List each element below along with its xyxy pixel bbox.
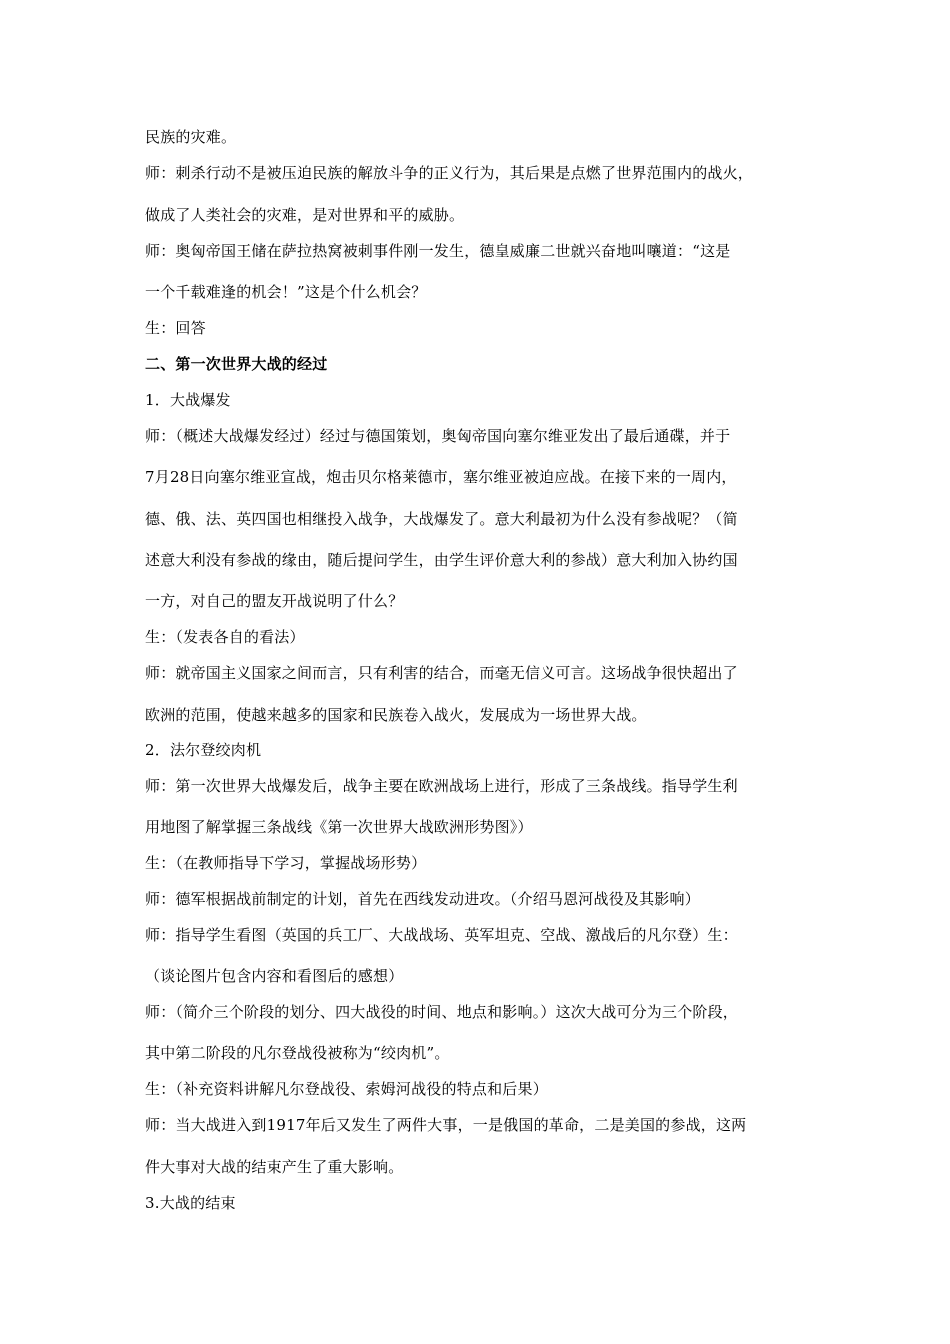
paragraph-line: 生：回答 <box>145 319 206 337</box>
paragraph-line: 师：（概述大战爆发经过）经过与德国策划，奥匈帝国向塞尔维亚发出了最后通碟，并于 <box>145 427 731 445</box>
paragraph-line: 师：当大战进入到1917年后又发生了两件大事，一是俄国的革命，二是美国的参战，这两 <box>145 1116 747 1134</box>
paragraph-line: 一方，对自己的盟友开战说明了什么？ <box>145 592 404 610</box>
paragraph-line: 其中第二阶段的凡尔登战役被称为“绞肉机”。 <box>145 1044 450 1062</box>
paragraph-line: 生：（在教师指导下学习，掌握战场形势） <box>145 854 427 872</box>
paragraph-line: 用地图了解掌握三条战线《第一次世界大战欧洲形势图》） <box>145 818 533 836</box>
paragraph-line: 师：第一次世界大战爆发后，战争主要在欧洲战场上进行，形成了三条战线。指导学生利 <box>145 777 738 795</box>
paragraph-line: 生：（发表各自的看法） <box>145 628 305 646</box>
paragraph-line: 做成了人类社会的灾难，是对世界和平的威胁。 <box>145 206 465 224</box>
paragraph-line: 一个千载难逢的机会！”这是个什么机会？ <box>145 283 427 301</box>
paragraph-line: 师：（简介三个阶段的划分、四大战役的时间、地点和影响。）这次大战可分为三个阶段， <box>145 1003 739 1021</box>
paragraph-line: 师：刺杀行动不是被压迫民族的解放斗争的正义行为，其后果是点燃了世界范围内的战火， <box>145 164 754 182</box>
subsection-heading: 3.大战的结束 <box>145 1194 236 1212</box>
paragraph-line: 师：就帝国主义国家之间而言，只有利害的结合，而毫无信义可言。这场战争很快超出了 <box>145 664 738 682</box>
paragraph-line: 师：德军根据战前制定的计划，首先在西线发动进攻。（介绍马恩河战役及其影响） <box>145 890 700 908</box>
paragraph-line: 德、俄、法、英四国也相继投入战争，大战爆发了。意大利最初为什么没有参战呢？（简 <box>145 510 738 528</box>
section-heading: 二、第一次世界大战的经过 <box>145 355 328 373</box>
paragraph-line: 7月28日向塞尔维亚宣战，炮击贝尔格莱德市，塞尔维亚被迫应战。在接下来的一周内， <box>145 468 737 486</box>
paragraph-line: 师：指导学生看图（英国的兵工厂、大战战场、英军坦克、空战、激战后的凡尔登）生： <box>145 926 738 944</box>
paragraph-line: 件大事对大战的结束产生了重大影响。 <box>145 1158 404 1176</box>
subsection-heading: 1．大战爆发 <box>145 391 231 409</box>
subsection-heading: 2．法尔登绞肉机 <box>145 741 262 759</box>
paragraph-line: 师：奥匈帝国王储在萨拉热窝被刺事件刚一发生，德皇威廉二世就兴奋地叫嚷道：“这是 <box>145 242 731 260</box>
paragraph-line: 述意大利没有参战的缘由，随后提问学生，由学生评价意大利的参战）意大利加入协约国 <box>145 551 738 569</box>
paragraph-line: 民族的灾难。 <box>145 128 237 146</box>
paragraph-line: （谈论图片包含内容和看图后的感想） <box>145 967 404 985</box>
paragraph-line: 生：（补充资料讲解凡尔登战役、索姆河战役的特点和后果） <box>145 1080 548 1098</box>
paragraph-line: 欧洲的范围，使越来越多的国家和民族卷入战火，发展成为一场世界大战。 <box>145 706 647 724</box>
